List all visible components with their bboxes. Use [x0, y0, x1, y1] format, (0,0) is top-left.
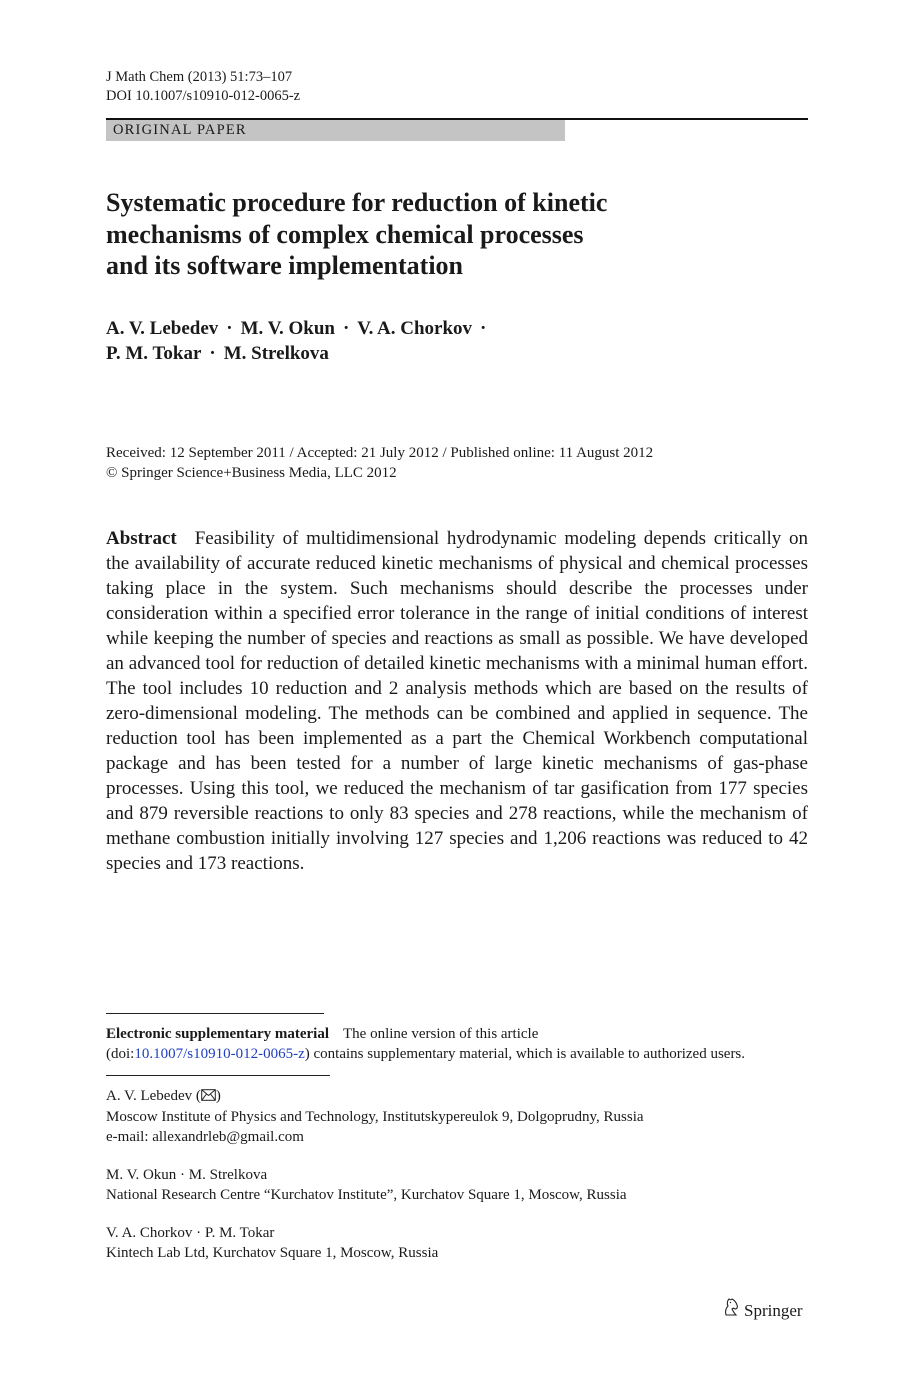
paper-title — [106, 187, 726, 282]
abstract — [106, 526, 808, 876]
affiliation-names: V. A. Chorkov · P. M. Tokar — [106, 1225, 275, 1241]
affiliation-lebedev — [106, 1086, 644, 1147]
abstract-heading: Abstract — [106, 528, 177, 549]
footnote-rule — [106, 1013, 324, 1014]
esm-text: The online version of this article — [343, 1026, 539, 1042]
author-separator: · — [209, 343, 216, 364]
author-strelkova: M. Strelkova — [223, 343, 329, 364]
publisher-logo — [722, 1297, 803, 1324]
journal-header — [106, 68, 300, 106]
publisher-name: Springer — [744, 1300, 803, 1320]
supplementary-note — [106, 1025, 808, 1064]
affiliation-chorkov-tokar — [106, 1223, 438, 1263]
dates-line: Received: 12 September 2011 / Accepted: 21 July 2012 / Published online: 11 August 2012 — [106, 445, 654, 461]
author-separator: · — [480, 318, 487, 339]
author-separator: · — [342, 318, 350, 339]
affiliation-institution: Moscow Institute of Physics and Technology, Institutskypereulok 9, Dolgoprudny, Russia — [106, 1109, 644, 1125]
affiliation-names: M. V. Okun · M. Strelkova — [106, 1167, 268, 1183]
affiliation-rule — [106, 1075, 330, 1076]
author-list — [106, 316, 494, 366]
journal-citation: J Math Chem (2013) 51:73–107 — [106, 69, 293, 85]
corresponding-author-name: A. V. Lebedev ( — [106, 1088, 201, 1104]
author-lebedev: A. V. Lebedev — [106, 318, 219, 339]
abstract-text: Feasibility of multidimensional hydrodynamic modeling depends critically on the availability of accurate reduced kinetic mechanisms of physical and chemical processes taking place in the system. Such mechanisms should describe the processes under consideration within a specified error tolerance in the range of initial conditions of interest while keeping the number of species and reactions as small as possible. We have developed an advanced tool for reduction of detailed kinetic mechanisms with a minimal human effort. The tool includes 10 reduction and 2 analysis methods which are based on the results of zero-dimensional modeling. The methods can be combined and applied in sequence. The reduction tool has been implemented as a part the Chemical Workbench computational package and has been tested for a number of large kinetic mechanisms of gas-phase processes. Using this tool, we reduced the mechanism of tar gasification from 177 species and 879 reversible reactions to only 83 species and 278 reactions, while the mechanism of methane combustion initially involving 127 species and 1,206 reactions was reduced to 42 species and 173 reactions. — [106, 528, 808, 874]
publication-dates — [106, 443, 653, 483]
envelope-icon — [201, 1087, 216, 1107]
esm-doi-link[interactable]: 10.1007/s10910-012-0065-z — [134, 1045, 305, 1062]
title-line-2: mechanisms of complex chemical processes — [106, 219, 584, 249]
esm-heading: Electronic supplementary material — [106, 1026, 330, 1042]
author-chorkov: V. A. Chorkov — [357, 318, 473, 339]
springer-horse-icon — [722, 1297, 740, 1324]
affiliation-okun-strelkova — [106, 1165, 627, 1205]
title-line-3: and its software implementation — [106, 251, 464, 280]
corresponding-author-close: ) — [215, 1088, 221, 1104]
esm-doi-prefix: (doi: — [106, 1045, 135, 1062]
author-tokar: P. M. Tokar — [106, 343, 202, 364]
copyright-line: © Springer Science+Business Media, LLC 2012 — [106, 465, 397, 481]
title-line-1: Systematic procedure for reduction of kinetic — [106, 188, 608, 217]
affiliation-institution: National Research Centre “Kurchatov Institute”, Kurchatov Square 1, Moscow, Russia — [106, 1187, 627, 1203]
article-type-label: ORIGINAL PAPER — [113, 122, 247, 138]
author-separator: · — [226, 318, 233, 339]
esm-suffix: ) contains supplementary material, which is available to authorized users. — [304, 1045, 746, 1062]
affiliation-institution: Kintech Lab Ltd, Kurchatov Square 1, Moscow, Russia — [106, 1245, 439, 1261]
author-email[interactable]: e-mail: allexandrleb@gmail.com — [106, 1129, 304, 1145]
journal-doi: DOI 10.1007/s10910-012-0065-z — [106, 88, 301, 104]
author-okun: M. V. Okun — [240, 318, 335, 339]
